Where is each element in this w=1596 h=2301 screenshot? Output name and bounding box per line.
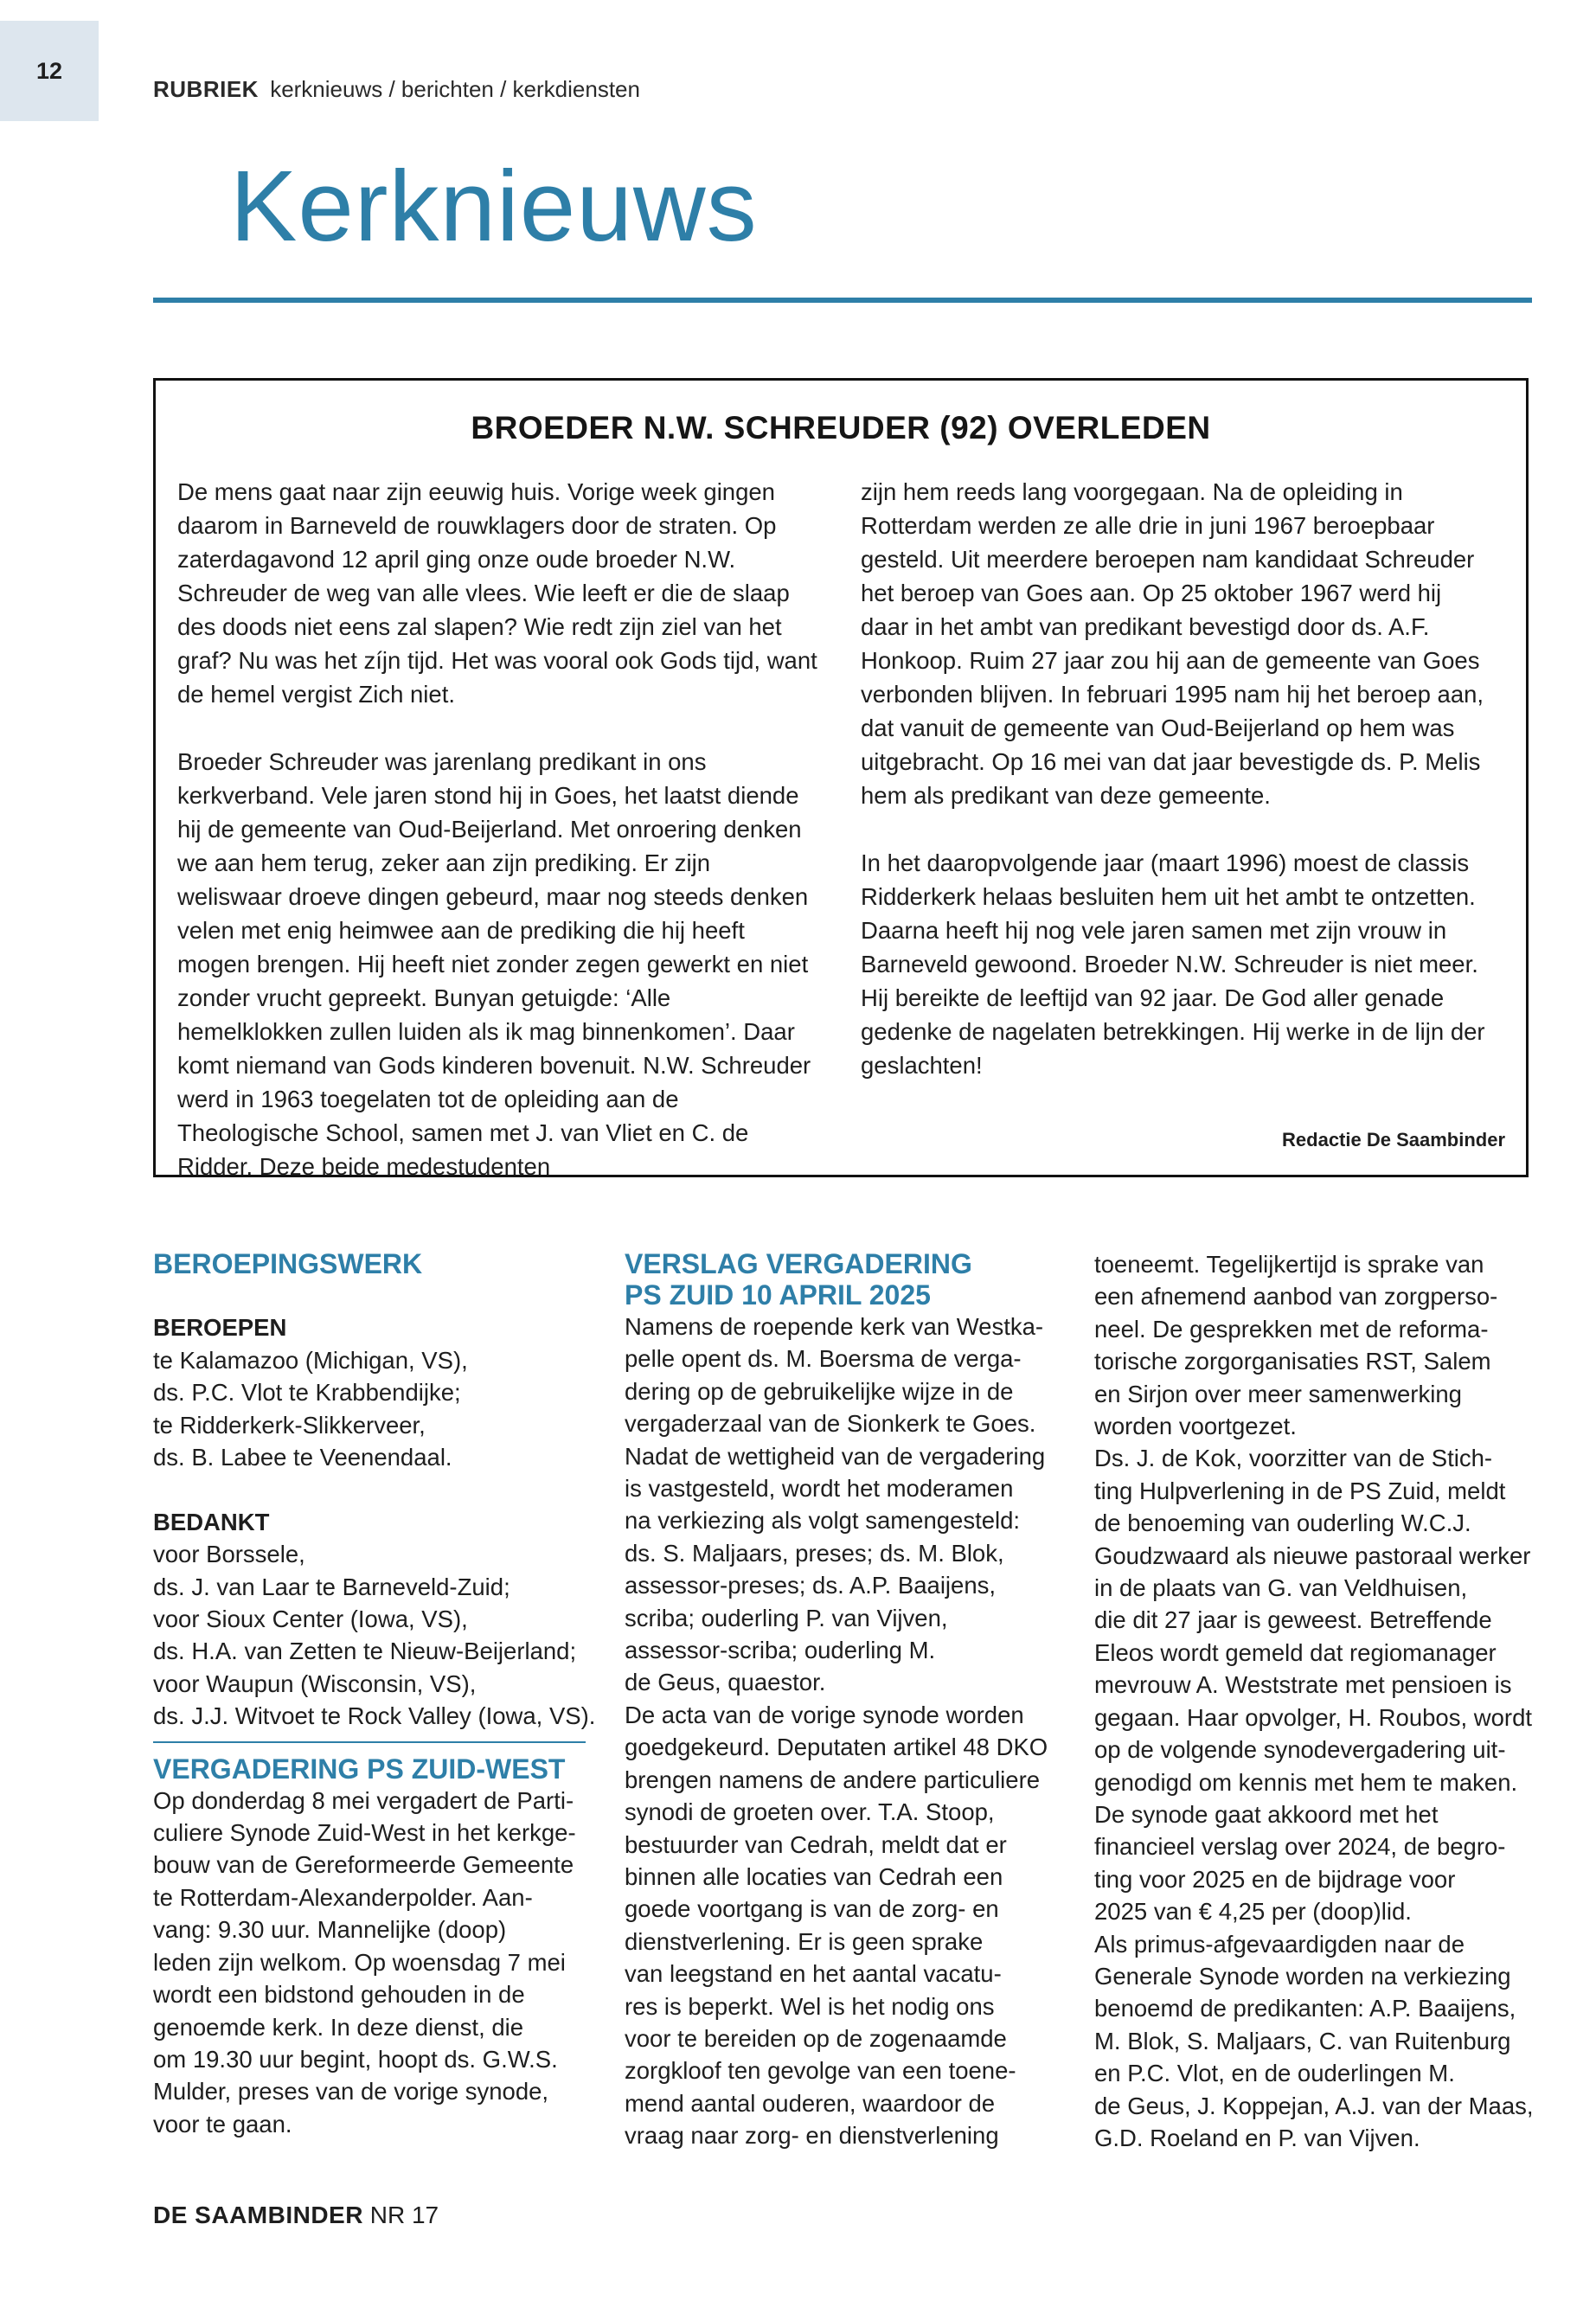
rubriek-label: RUBRIEK: [153, 76, 259, 102]
zuidwest-line: Mulder, preses van de vorige synode,: [153, 2078, 549, 2106]
verslag-line: in de plaats van G. van Veldhuisen,: [1094, 1574, 1468, 1602]
verslag-line: Goudzwaard als nieuwe pastoraal werker: [1094, 1541, 1531, 1569]
verslag-line: en P.C. Vlot, en de ouderlingen M.: [1094, 2060, 1455, 2087]
zuidwest-line: culiere Synode Zuid-West in het kerkge-: [153, 1819, 576, 1847]
obituary-column-right: [861, 475, 1492, 1082]
bedankt-line: ds. J.J. Witvoet te Rock Valley (Iowa, VS).: [153, 1702, 596, 1730]
title-divider: [153, 298, 1532, 303]
verslag-line: Eleos wordt gemeld dat regiomanager: [1094, 1638, 1497, 1666]
verslag-line: van leegstand en het aantal vacatu-: [625, 1960, 1002, 1988]
verslag-line: benoemd de predikanten: A.P. Baaijens,: [1094, 1995, 1516, 2022]
beroepingswerk-heading: BEROEPINGSWERK: [153, 1248, 423, 1279]
bedankt-line: ds. H.A. van Zetten te Nieuw-Beijerland;: [153, 1638, 577, 1665]
verslag-line: dienstverlening. Er is geen sprake: [625, 1927, 984, 1955]
verslag-line: de Geus, quaestor.: [625, 1669, 826, 1696]
verslag-line: en Sirjon over meer samenwerking: [1094, 1380, 1462, 1407]
page-number: 12: [0, 21, 99, 121]
zuidwest-line: Op donderdag 8 mei vergadert de Parti-: [153, 1786, 574, 1814]
verslag-line: goede voortgang is van de zorg- en: [625, 1895, 999, 1923]
vergadering-zuidwest-heading: VERGADERING PS ZUID-WEST: [153, 1753, 566, 1785]
verslag-line: Als primus-afgevaardigden naar de: [1094, 1930, 1465, 1958]
obituary-paragraph: In het daaropvolgende jaar (maart 1996) moest de classis Ridderkerk helaas besluiten hem uit het ambt te ontzetten. Daarna heeft hij nog vele jaren samen met zijn vrouw in Barneveld gewoond. Broeder N.W. Schreuder is niet meer. Hij bereikte de leeftijd van 92 jaar. De God aller genade gedenke de nagelaten betrekkingen. Hij werke in de lijn der geslachten!: [861, 849, 1485, 1079]
verslag-line: ds. S. Maljaars, preses; ds. M. Blok,: [625, 1539, 1004, 1567]
verslag-line: vergaderzaal van de Sionkerk te Goes.: [625, 1410, 1036, 1438]
verslag-line: toeneemt. Tegelijkertijd is sprake van: [1094, 1251, 1484, 1278]
verslag-line: neel. De gesprekken met de reforma-: [1094, 1315, 1489, 1343]
verslag-line: assessor-preses; ds. A.P. Baaijens,: [625, 1572, 997, 1599]
verslag-line: torische zorgorganisaties RST, Salem: [1094, 1348, 1491, 1375]
verslag-line: scriba; ouderling P. van Vijven,: [625, 1604, 948, 1631]
obituary-paragraph: De mens gaat naar zijn eeuwig huis. Vorige week gingen daarom in Barneveld de rouwklagers door de straten. Op zaterdagavond 12 april ging onze oude broeder N.W. Schreuder de weg van alle vlees. Wie leeft er die de slaap des doods niet eens zal slapen? Wie redt zijn ziel van het graf? Nu was het zíjn tijd. Het was vooral ook Gods tijd, want de hemel vergist Zich niet.: [177, 478, 817, 708]
obituary-paragraph: Broeder Schreuder was jarenlang predikant in ons kerkverband. Vele jaren stond hij in Goes, het laatst diende hij de gemeente van Oud-Beijerland. Met onroering denken we aan hem terug, zeker aan zijn prediking. Er zijn weliswaar droeve dingen gebeurd, maar nog steeds denken velen met enig heimwee aan de prediking die hij heeft mogen brengen. Hij heeft niet zonder zegen gewerkt en niet zonder vrucht gepreekt. Bunyan getuigde: ‘Alle hemelklokken zullen luiden als ik mag binnenkomen’. Daar komt niemand van Gods kinderen bovenuit. N.W. Schreuder werd in 1963 toegelaten tot de opleiding aan de Theologische School, samen met J. van Vliet en C. de Ridder. Deze beide medestudenten: [177, 748, 811, 1180]
bedankt-label: BEDANKT: [153, 1508, 270, 1535]
zuidwest-line: wordt een bidstond gehouden in de: [153, 1981, 525, 2009]
verslag-line: gegaan. Haar opvolger, H. Roubos, wordt: [1094, 1703, 1532, 1731]
verslag-line: res is beperkt. Wel is het nodig ons: [625, 1992, 995, 2020]
beroepen-line: te Ridderkerk-Slikkerveer,: [153, 1411, 426, 1439]
verslag-line: assessor-scriba; ouderling M.: [625, 1637, 936, 1664]
verslag-line: G.D. Roeland en P. van Vijven.: [1094, 2124, 1420, 2151]
column-beroepingswerk: [153, 1248, 603, 2140]
verslag-line: brengen namens de andere particuliere: [625, 1766, 1041, 1793]
obituary-paragraph: zijn hem reeds lang voorgegaan. Na de opleiding in Rotterdam werden ze alle drie in juni 1967 beroepbaar gesteld. Uit meerdere beroepen nam kandidaat Schreuder het beroep van Goes aan. Op 25 oktober 1967 werd hij daar in het ambt van predikant bevestigd door ds. A.F. Honkoop. Ruim 27 jaar zou hij aan de gemeente van Goes verbonden blijven. In februari 1995 nam hij het beroep aan, dat vanuit de gemeente van Oud-Beijerland op hem was uitgebracht. Op 16 mei van dat jaar bevestigde ds. P. Melis hem als predikant van deze gemeente.: [861, 478, 1484, 809]
magazine-name: DE SAAMBINDER: [153, 2202, 363, 2228]
obituary-column-left: [177, 475, 817, 1183]
verslag-line: op de volgende synodevergadering uit-: [1094, 1736, 1506, 1764]
verslag-line: worden voortgezet.: [1094, 1413, 1297, 1440]
verslag-line: synodi de groeten over. T.A. Stoop,: [625, 1798, 995, 1826]
verslag-line: genodigd om kennis met hem te maken.: [1094, 1768, 1518, 1796]
verslag-heading-line1: VERSLAG VERGADERING: [625, 1248, 972, 1279]
verslag-heading: [625, 1248, 1074, 1311]
verslag-heading-line2: PS ZUID 10 APRIL 2025: [625, 1279, 931, 1311]
verslag-line: dering op de gebruikelijke wijze in de: [625, 1377, 1014, 1405]
obituary-signature: Redactie De Saambinder: [1282, 1129, 1505, 1150]
bedankt-line: voor Borssele,: [153, 1541, 305, 1568]
verslag-line: de benoeming van ouderling W.C.J.: [1094, 1509, 1471, 1537]
verslag-line: Namens de roepende kerk van Westka-: [625, 1313, 1044, 1340]
verslag-line: mevrouw A. Weststrate met pensioen is: [1094, 1671, 1512, 1699]
verslag-line: goedgekeurd. Deputaten artikel 48 DKO: [625, 1734, 1048, 1761]
verslag-line: is vastgesteld, wordt het moderamen: [625, 1475, 1014, 1503]
beroepen-label: BEROEPEN: [153, 1314, 287, 1342]
verslag-line: die dit 27 jaar is geweest. Betreffende: [1094, 1606, 1492, 1634]
verslag-line: bestuurder van Cedrah, meldt dat er: [625, 1830, 1007, 1858]
verslag-line: De synode gaat akkoord met het: [1094, 1800, 1439, 1828]
zuidwest-line: genoemde kerk. In deze dienst, die: [153, 2013, 524, 2041]
verslag-line: pelle opent ds. M. Boersma de verga-: [625, 1345, 1022, 1373]
verslag-line: financieel verslag over 2024, de begro-: [1094, 1833, 1506, 1861]
zuidwest-line: te Rotterdam-Alexanderpolder. Aan-: [153, 1883, 533, 1911]
verslag-line: een afnemend aanbod van zorgperso-: [1094, 1283, 1498, 1311]
bedankt-line: ds. J. van Laar te Barneveld-Zuid;: [153, 1573, 510, 1600]
beroepen-line: ds. B. Labee te Veenendaal.: [153, 1444, 452, 1471]
bedankt-line: voor Sioux Center (Iowa, VS),: [153, 1606, 468, 1633]
beroepen-line: ds. P.C. Vlot te Krabbendijke;: [153, 1379, 461, 1407]
zuidwest-line: voor te gaan.: [153, 2110, 292, 2138]
issue-number: NR 17: [369, 2202, 439, 2228]
verslag-line: De acta van de vorige synode worden: [625, 1701, 1024, 1728]
page-title: Kerknieuws: [230, 150, 758, 262]
verslag-line: voor te bereiden op de zogenaamde: [625, 2024, 1007, 2052]
rubriek-line: [153, 76, 640, 103]
verslag-line: mend aantal ouderen, waardoor de: [625, 2089, 996, 2117]
verslag-line: de Geus, J. Koppejan, A.J. van der Maas,: [1094, 2092, 1534, 2119]
zuidwest-line: om 19.30 uur begint, hoopt ds. G.W.S.: [153, 2045, 558, 2073]
verslag-line: ting Hulpverlening in de PS Zuid, meldt: [1094, 1477, 1506, 1504]
section-divider: [153, 1741, 586, 1743]
verslag-line: binnen alle locaties van Cedrah een: [625, 1862, 1003, 1890]
verslag-line: Generale Synode worden na verkiezing: [1094, 1962, 1511, 1990]
verslag-line: zorgkloof ten gevolge van een toene-: [625, 2057, 1016, 2085]
page-footer: [153, 2202, 439, 2229]
column-verslag: [625, 1248, 1074, 2152]
column-verslag-continued: [1094, 1248, 1544, 2154]
verslag-line: Ds. J. de Kok, voorzitter van de Stich-: [1094, 1445, 1493, 1472]
verslag-line: ting voor 2025 en de bijdrage voor: [1094, 1865, 1456, 1893]
beroepen-line: te Kalamazoo (Michigan, VS),: [153, 1346, 468, 1374]
zuidwest-line: leden zijn welkom. Op woensdag 7 mei: [153, 1948, 566, 1976]
verslag-line: 2025 van € 4,25 per (doop)lid.: [1094, 1898, 1412, 1926]
rubriek-text: kerknieuws / berichten / kerkdiensten: [270, 76, 640, 102]
verslag-line: na verkiezing als volgt samengesteld:: [625, 1507, 1021, 1535]
obituary-headline: BROEDER N.W. SCHREUDER (92) OVERLEDEN: [471, 410, 1211, 445]
zuidwest-line: vang: 9.30 uur. Mannelijke (doop): [153, 1916, 507, 1944]
verslag-line: vraag naar zorg- en dienstverlening: [625, 2122, 999, 2150]
zuidwest-line: bouw van de Gereformeerde Gemeente: [153, 1851, 574, 1879]
verslag-line: Nadat de wettigheid van de vergadering: [625, 1442, 1046, 1470]
bedankt-line: voor Waupun (Wisconsin, VS),: [153, 1670, 477, 1697]
verslag-line: M. Blok, S. Maljaars, C. van Ruitenburg: [1094, 2027, 1511, 2054]
obituary-box: [153, 378, 1529, 1180]
